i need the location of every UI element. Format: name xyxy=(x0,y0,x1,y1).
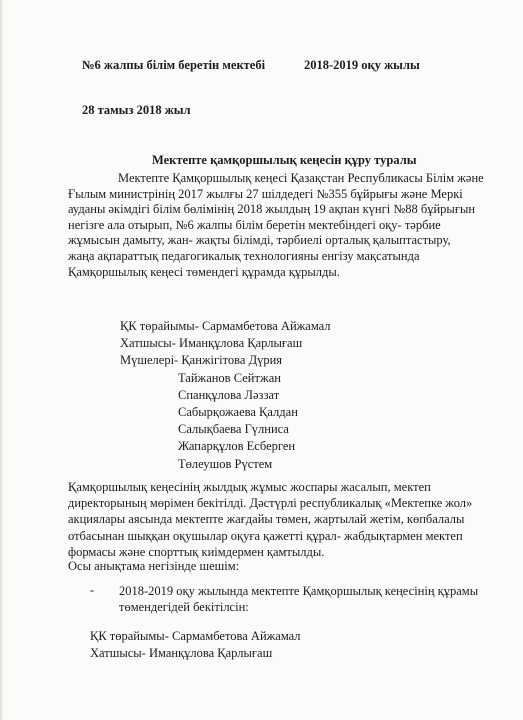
member-row: ҚК төрайымы- Сармамбетова Айжамал xyxy=(120,319,331,333)
member-row: Спанқұлова Ләззат xyxy=(178,387,280,402)
member-row: Хатшысы- Иманқұлова Қарлығаш xyxy=(120,336,303,351)
plan-line: формасы және спорттық киімдермен қамтылды. xyxy=(68,544,325,559)
intro-line: жаңа ақпараттық педагогикалық технологияны енгізу мақсатында xyxy=(68,248,420,263)
document-date: 28 тамыз 2018 жыл xyxy=(82,103,191,117)
intro-line: Ғылым министрінің 2017 жылғы 27 шілдедегі №355 бұйрығы және Меркі xyxy=(68,186,463,201)
plan-line: директорының мөрімен бекітілді. Дәстүрлі республикалық «Мектепке жол» xyxy=(68,496,473,511)
decision-intro: Осы анықтама негізінде шешім: xyxy=(68,559,240,573)
approved-row: Хатшысы- Иманқұлова Қарлығаш xyxy=(90,646,273,661)
school-name: №6 жалпы білім беретін мектебі xyxy=(82,58,266,72)
council-members xyxy=(120,318,331,473)
decision-bullet: - xyxy=(90,583,95,597)
plan-paragraph xyxy=(68,479,472,560)
intro-line: ауданы әкімдігі білім бөлімінің 2018 жылдың 19 ақпан күнгі №88 бұйрығын xyxy=(68,202,476,217)
plan-line: Қамқоршылық кеңесінің жылдық жұмыс жоспары жасалып, мектеп xyxy=(68,480,431,494)
academic-year: 2018-2019 оқу жылы xyxy=(304,58,420,72)
intro-line: негізге ала отырып, №6 жалпы білім беретін мектебіндегі оқу- тәрбие xyxy=(68,217,441,232)
intro-line: Мектепте Қамқоршылық кеңесі Қазақстан Республикасы Білім және xyxy=(118,171,484,185)
member-row: Сабырқожаева Қалдан xyxy=(178,405,298,420)
intro-line: жұмысын дамыту, жан- жақты білімді, тәрбиелі орталық қалыптастыру, xyxy=(68,233,451,248)
member-row: Мүшелері- Қанжігітова Дүрия xyxy=(120,353,283,368)
member-row: Жапарқұлов Есберген xyxy=(178,439,296,454)
member-row: Тайжанов Сейтжан xyxy=(178,370,281,385)
decision-text xyxy=(119,583,478,615)
approved-row: ҚК төрайымы- Сармамбетова Айжамал xyxy=(90,629,301,643)
scan-edge xyxy=(0,0,3,720)
decision-line: 2018-2019 оқу жылында мектепте Қамқоршылық кеңесінің құрамы xyxy=(119,584,479,598)
approved-members xyxy=(90,628,301,662)
member-row: Салықбаева Гүлниса xyxy=(178,422,289,437)
decision-line: төмендегідей бекітілсін: xyxy=(119,600,249,615)
intro-paragraph xyxy=(68,171,484,280)
member-row: Төлеушов Рүстем xyxy=(178,456,273,471)
document-title: Мектепте қамқоршылық кеңесін құру туралы xyxy=(152,153,417,167)
intro-line: Қамқоршылық кеңесі төмендегі құрамда құрылды. xyxy=(68,264,340,279)
plan-line: отбасынан шыққан оқушылар оқуға қажетті құрал- жабдықтармен мектеп xyxy=(68,528,463,543)
plan-line: акциялары аясында мектепте жағдайы төмен, жартылай жетім, көпбалалы xyxy=(68,512,465,527)
